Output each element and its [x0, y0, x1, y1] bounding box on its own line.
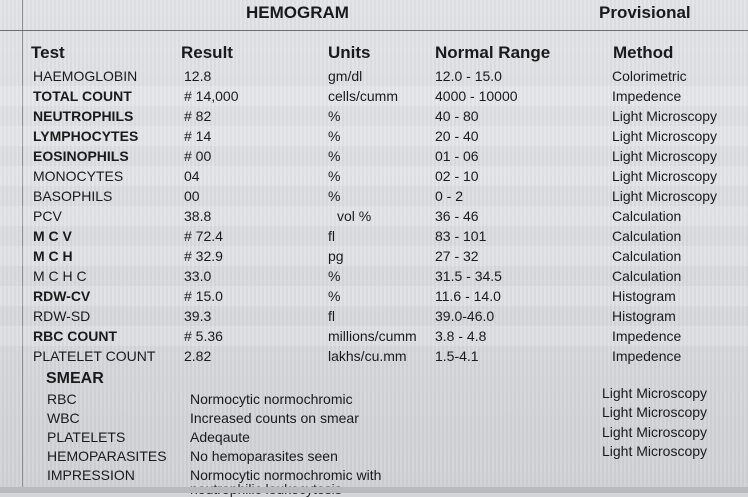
test-method: Impedence — [612, 88, 682, 104]
smear-method: Light Microscopy — [602, 385, 708, 401]
test-units: fl — [328, 308, 335, 324]
test-name: NEUTROPHILS — [33, 108, 134, 124]
column-header-method: Method — [613, 43, 674, 62]
normal-range: 20 - 40 — [435, 128, 479, 144]
test-method: Impedence — [612, 348, 682, 364]
test-name: LYMPHOCYTES — [33, 128, 139, 144]
test-method: Colorimetric — [612, 68, 687, 84]
smear-label: IMPRESSION — [47, 467, 135, 483]
smear-method-row — [0, 443, 748, 463]
test-method: Light Microscopy — [612, 148, 718, 164]
bottom-edge — [0, 487, 748, 493]
smear-value: Adeqaute — [190, 429, 250, 445]
normal-range: 0 - 2 — [435, 188, 464, 204]
table-row — [0, 286, 748, 306]
table-row — [0, 306, 748, 326]
smear-method-row — [0, 385, 748, 405]
test-name: MONOCYTES — [33, 168, 124, 184]
test-name: RBC COUNT — [33, 328, 117, 344]
test-result: # 14,000 — [184, 88, 239, 104]
test-name: PLATELET COUNT — [33, 348, 156, 364]
test-units: pg — [328, 248, 344, 264]
smear-method: Light Microscopy — [602, 404, 708, 420]
test-result: 04 — [184, 168, 200, 184]
table-row — [0, 206, 748, 226]
test-name: PCV — [33, 208, 62, 224]
test-units: millions/cumm — [328, 328, 417, 344]
smear-method: Light Microscopy — [602, 443, 708, 459]
smear-label: RBC — [47, 391, 77, 407]
test-units: % — [328, 188, 341, 204]
smear-method-row — [0, 424, 748, 444]
test-method: Calculation — [612, 228, 682, 244]
table-row — [0, 186, 748, 206]
test-method: Light Microscopy — [612, 108, 718, 124]
test-method: Light Microscopy — [612, 188, 718, 204]
test-method: Histogram — [612, 288, 676, 304]
test-units: % — [328, 128, 341, 144]
test-result: 38.8 — [184, 208, 212, 224]
smear-value: Increased counts on smear — [190, 410, 359, 426]
test-name: EOSINOPHILS — [33, 148, 129, 164]
test-units: % — [328, 288, 341, 304]
smear-label: HEMOPARASITES — [47, 448, 167, 464]
test-units: gm/dl — [328, 68, 363, 84]
test-units: % — [328, 148, 341, 164]
test-method: Histogram — [612, 308, 676, 324]
test-result: # 15.0 — [184, 288, 223, 304]
smear-row — [0, 467, 748, 487]
table-row — [0, 166, 748, 186]
test-name: M C V — [33, 228, 72, 244]
test-units: cells/cumm — [328, 88, 399, 104]
test-result: 33.0 — [184, 268, 212, 284]
test-units: vol % — [337, 208, 372, 224]
table-row — [0, 126, 748, 146]
test-result: # 82 — [184, 108, 212, 124]
normal-range: 3.8 - 4.8 — [435, 328, 487, 344]
normal-range: 31.5 - 34.5 — [435, 268, 502, 284]
test-method: Calculation — [612, 248, 682, 264]
column-header-test: Test — [31, 43, 65, 62]
table-row — [0, 346, 748, 366]
test-name: M C H C — [33, 268, 87, 284]
smear-method: Light Microscopy — [602, 424, 708, 440]
normal-range: 40 - 80 — [435, 108, 479, 124]
test-result: 00 — [184, 188, 200, 204]
test-result: # 72.4 — [184, 228, 223, 244]
normal-range: 39.0-46.0 — [435, 308, 495, 324]
table-row — [0, 146, 748, 166]
table-row — [0, 106, 748, 126]
normal-range: 12.0 - 15.0 — [435, 68, 502, 84]
header-divider — [0, 30, 748, 31]
test-units: % — [328, 268, 341, 284]
test-result: 2.82 — [184, 348, 212, 364]
test-result: # 5.36 — [184, 328, 223, 344]
table-row — [0, 266, 748, 286]
test-result: # 00 — [184, 148, 212, 164]
normal-range: 11.6 - 14.0 — [435, 288, 501, 304]
smear-method-row — [0, 404, 748, 424]
normal-range: 36 - 46 — [435, 208, 479, 224]
test-result: 39.3 — [184, 308, 212, 324]
test-name: RDW-SD — [33, 308, 91, 324]
normal-range: 01 - 06 — [435, 148, 479, 164]
test-result: 12.8 — [184, 68, 212, 84]
normal-range: 1.5-4.1 — [435, 348, 479, 364]
smear-value: Normocytic normochromic with — [190, 467, 382, 483]
test-name: HAEMOGLOBIN — [33, 68, 138, 84]
test-name: M C H — [33, 248, 73, 264]
test-name: TOTAL COUNT — [33, 88, 132, 104]
test-result: # 14 — [184, 128, 212, 144]
normal-range: 4000 - 10000 — [435, 88, 518, 104]
normal-range: 02 - 10 — [435, 168, 479, 184]
report-title: HEMOGRAM — [246, 3, 349, 22]
test-units: % — [328, 108, 341, 124]
test-method: Calculation — [612, 268, 682, 284]
smear-label: PLATELETS — [47, 429, 126, 445]
test-method: Light Microscopy — [612, 168, 718, 184]
smear-value: Normocytic normochromic — [190, 391, 353, 407]
test-name: BASOPHILS — [33, 188, 113, 204]
column-header-units: Units — [328, 43, 371, 62]
test-method: Light Microscopy — [612, 128, 718, 144]
test-method: Calculation — [612, 208, 682, 224]
smear-value: No hemoparasites seen — [190, 448, 338, 464]
table-row — [0, 226, 748, 246]
test-units: % — [328, 168, 341, 184]
smear-heading: SMEAR — [46, 370, 104, 387]
test-method: Impedence — [612, 328, 682, 344]
test-result: # 32.9 — [184, 248, 223, 264]
column-header-result: Result — [181, 43, 233, 62]
normal-range: 27 - 32 — [435, 248, 479, 264]
table-row — [0, 86, 748, 106]
table-row — [0, 246, 748, 266]
test-units: fl — [328, 228, 335, 244]
table-row — [0, 66, 748, 86]
smear-label: WBC — [47, 410, 80, 426]
test-name: RDW-CV — [33, 288, 91, 304]
column-header-normal-range: Normal Range — [435, 43, 551, 62]
test-units: lakhs/cu.mm — [328, 348, 407, 364]
report-status: Provisional — [599, 3, 691, 22]
normal-range: 83 - 101 — [435, 228, 487, 244]
table-row — [0, 326, 748, 346]
